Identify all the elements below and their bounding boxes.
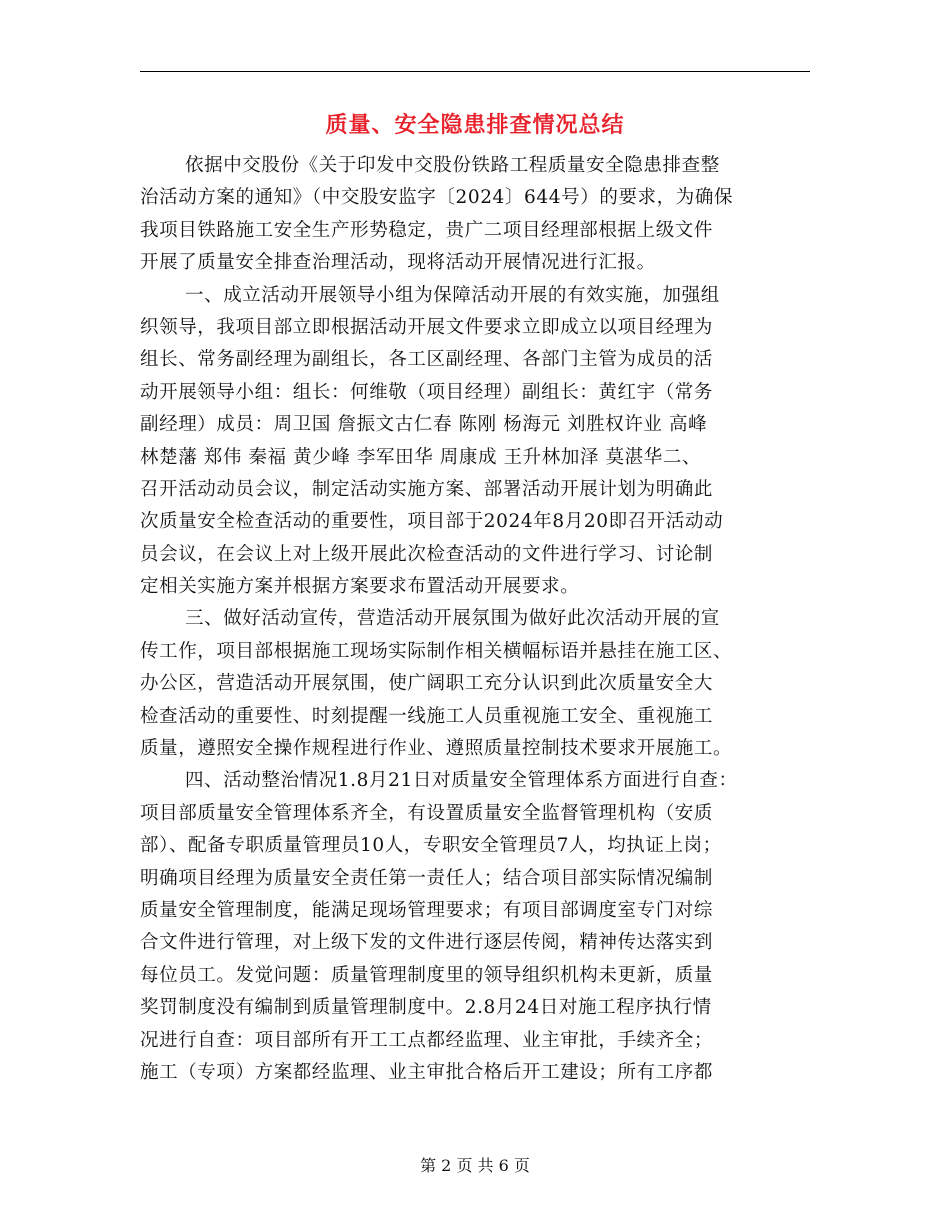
body-line: 项目部质量安全管理体系齐全，有设置质量安全监督管理机构（安质 — [140, 802, 714, 824]
body-line: 组长、常务副经理为副组长，各工区副经理、各部门主管为成员的活 — [140, 349, 714, 371]
document-body — [140, 150, 812, 1089]
body-line: 质量，遵照安全操作规程进行作业、遵照质量控制技术要求开展施工。 — [140, 738, 733, 760]
header-rule — [140, 71, 810, 72]
body-line: 奖罚制度没有编制到质量管理制度中。2.8月24日对施工程序执行情 — [140, 997, 712, 1019]
body-line: 召开活动动员会议，制定活动实施方案、部署活动开展计划为明确此 — [140, 478, 714, 500]
body-line: 部）、配备专职质量管理员10人，专职安全管理员7人，均执证上岗； — [140, 835, 722, 857]
body-line: 办公区，营造活动开展氛围，使广阔职工充分认识到此次质量安全大 — [140, 673, 714, 695]
body-line: 依据中交股份《关于印发中交股份铁路工程质量安全隐患排查整 — [185, 155, 720, 176]
body-line: 质量安全管理制度，能满足现场管理要求；有项目部调度室专门对综 — [140, 899, 714, 921]
body-line: 况进行自查：项目部所有开工工点都经监理、业主审批，手续齐全； — [140, 1029, 714, 1051]
body-line: 每位员工。发觉问题：质量管理制度里的领导组织机构未更新，质量 — [140, 964, 714, 986]
body-line: 传工作，项目部根据施工现场实际制作相关横幅标语并悬挂在施工区、 — [140, 640, 733, 662]
body-line: 林楚藩 郑伟 秦福 黄少峰 李军田华 周康成 王升林加泽 莫湛华二、 — [140, 446, 702, 468]
body-line: 明确项目经理为质量安全责任第一责任人；结合项目部实际情况编制 — [140, 867, 714, 889]
body-line: 一、成立活动开展领导小组为保障活动开展的有效实施，加强组 — [185, 284, 720, 306]
body-line: 定相关实施方案并根据方案要求布置活动开展要求。 — [140, 576, 580, 598]
body-line: 员会议，在会议上对上级开展此次检查活动的文件进行学习、讨论制 — [140, 543, 714, 565]
body-line: 四、活动整治情况1.8月21日对质量安全管理体系方面进行自查： — [185, 770, 738, 792]
body-line: 三、做好活动宣传，营造活动开展氛围为做好此次活动开展的宣 — [185, 608, 720, 630]
body-line: 检查活动的重要性、时刻提醒一线施工人员重视施工安全、重视施工 — [140, 705, 714, 727]
body-line: 织领导，我项目部立即根据活动开展文件要求立即成立以项目经理为 — [140, 316, 714, 338]
body-line: 治活动方案的通知》（中交股安监字〔2024〕644号）的要求，为确保 — [140, 187, 734, 209]
page-number-footer: 第 2 页 共 6 页 — [420, 1156, 530, 1175]
body-line: 开展了质量安全排查治理活动，现将活动开展情况进行汇报。 — [140, 252, 656, 274]
body-line: 我项目铁路施工安全生产形势稳定，贵广二项目经理部根据上级文件 — [140, 219, 714, 241]
body-line: 次质量安全检查活动的重要性，项目部于2024年8月20即召开活动动 — [140, 511, 724, 533]
body-line: 副经理）成员：周卫国 詹振文古仁春 陈刚 杨海元 刘胜权许业 高峰 — [140, 414, 708, 436]
document-title: 质量、安全隐患排查情况总结 — [325, 112, 625, 138]
body-line: 合文件进行管理，对上级下发的文件进行逐层传阅，精神传达落实到 — [140, 932, 714, 954]
body-line: 施工（专项）方案都经监理、业主审批合格后开工建设；所有工序都 — [140, 1061, 714, 1083]
body-line: 动开展领导小组：组长：何维敬（项目经理）副组长：黄红宇（常务 — [140, 381, 714, 403]
